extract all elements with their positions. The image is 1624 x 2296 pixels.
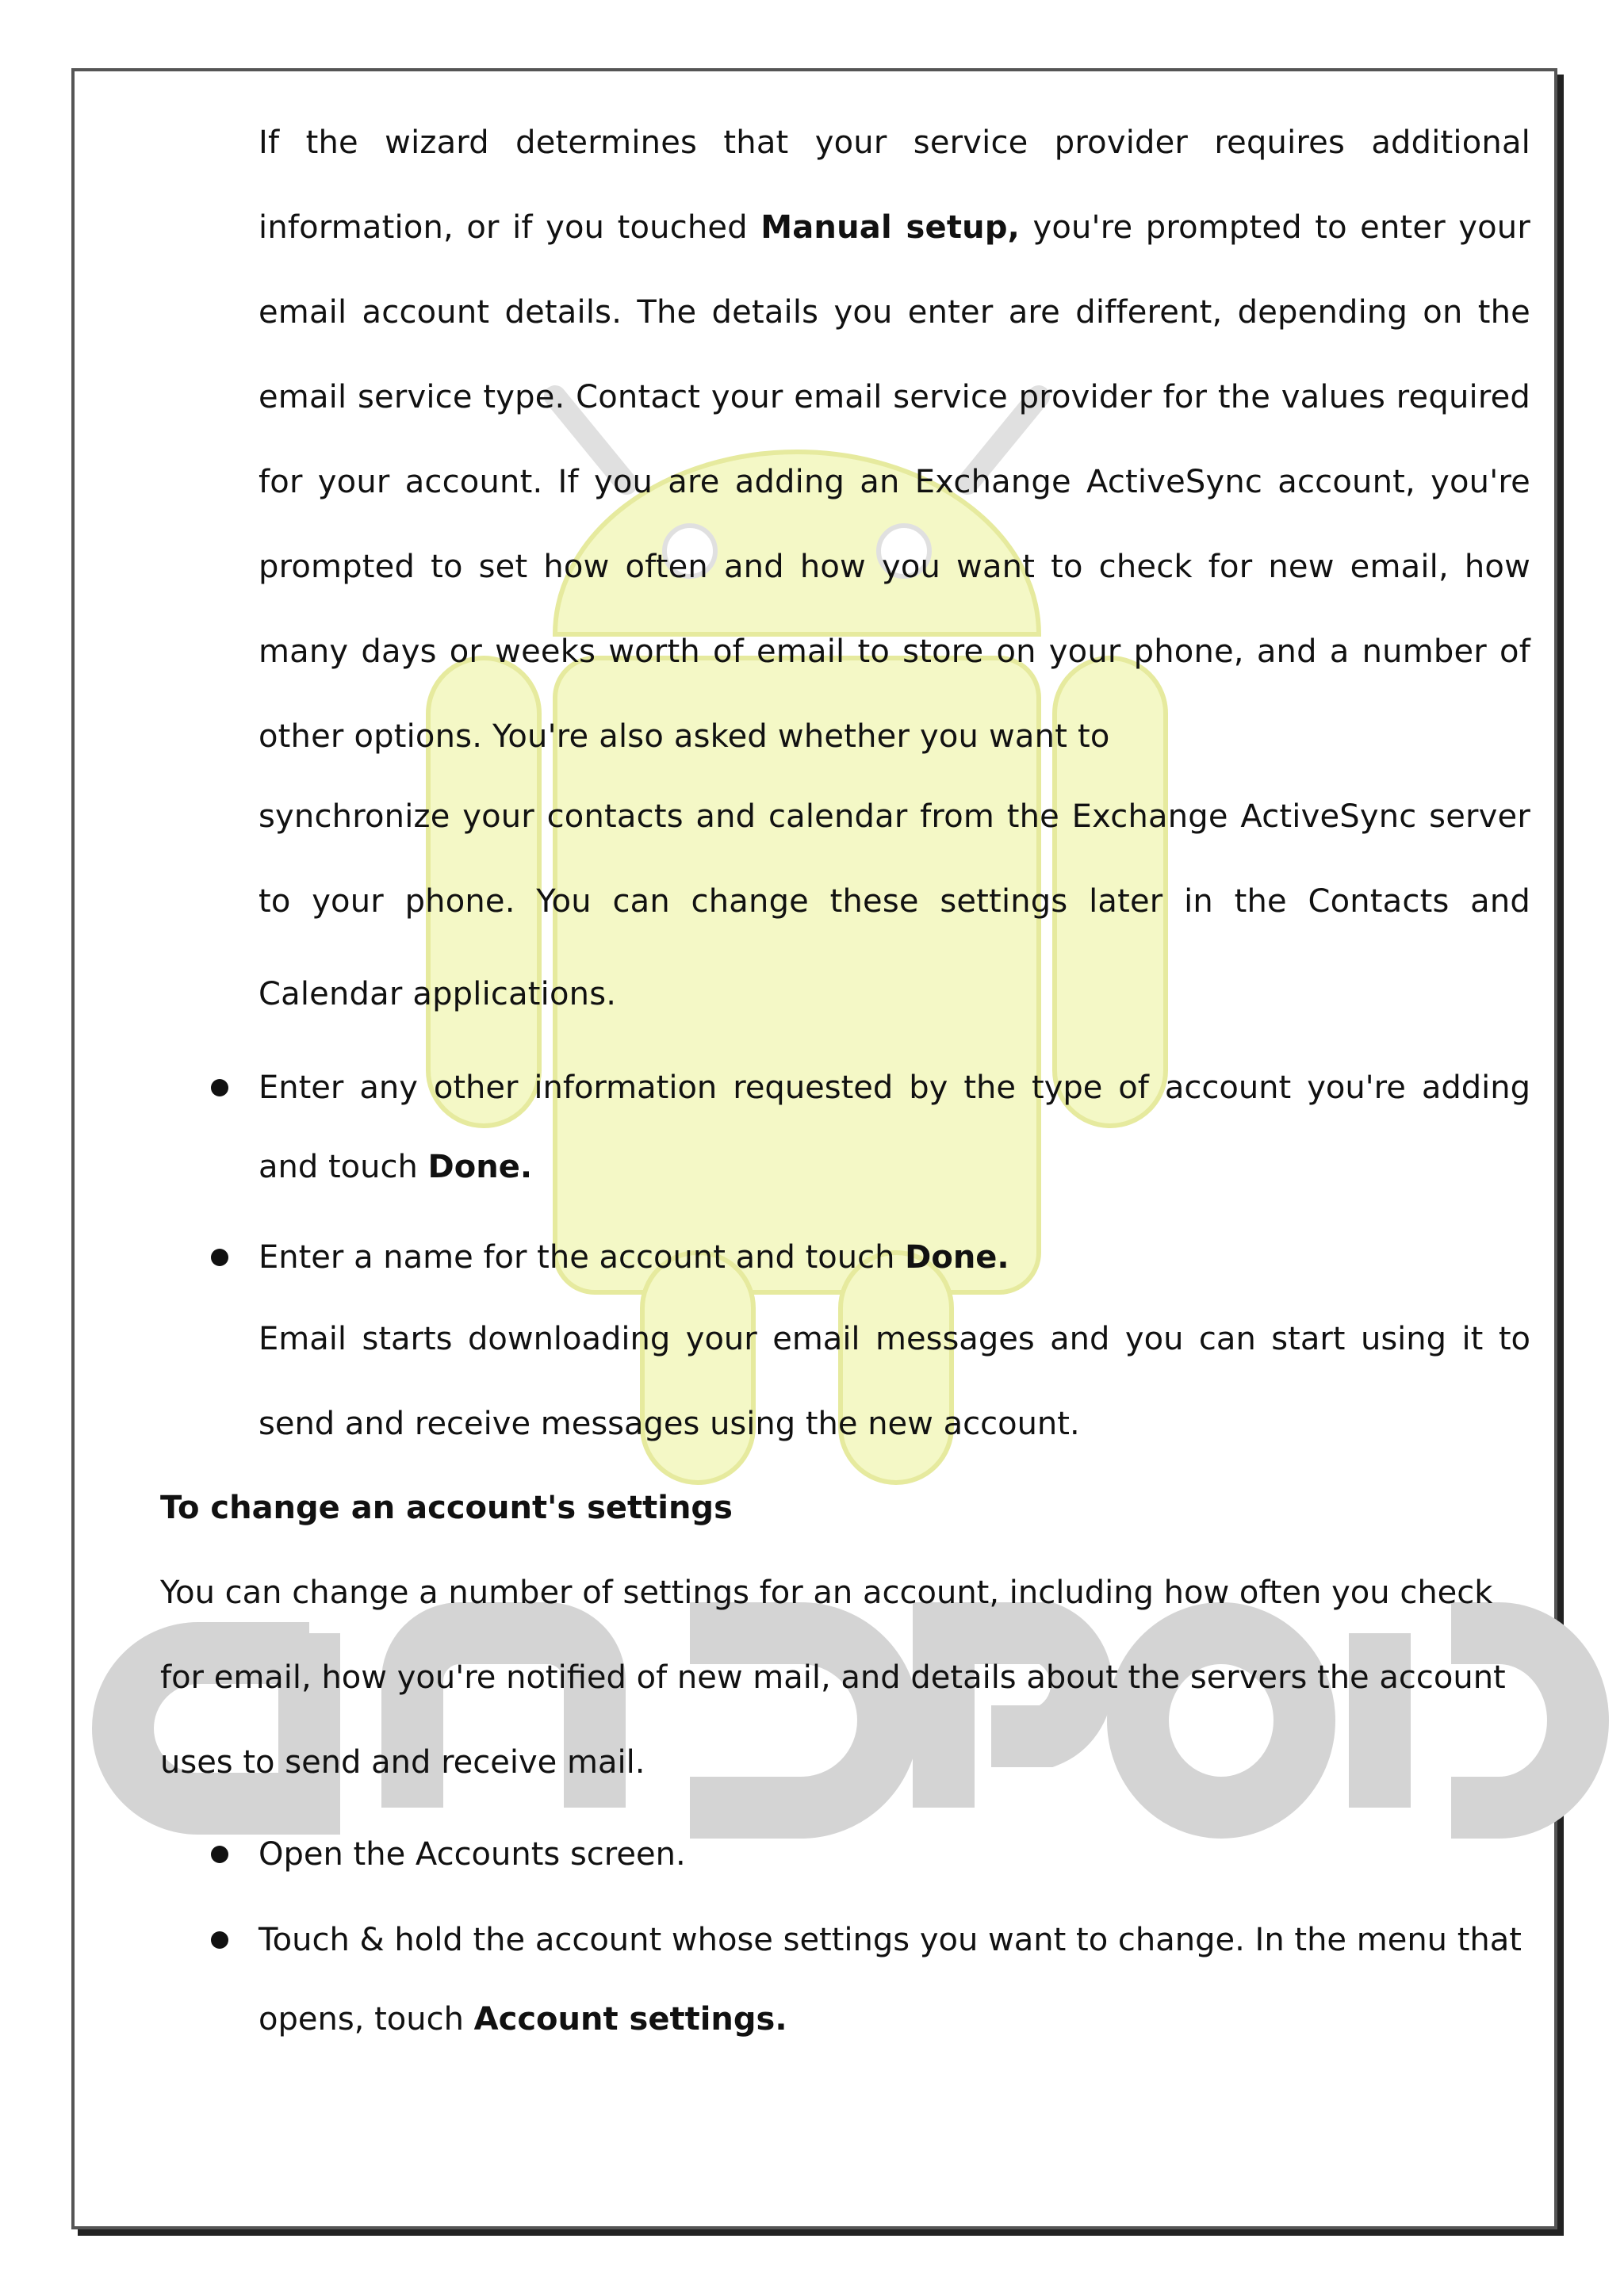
list-item-text: Open the Accounts screen.	[259, 1836, 686, 1873]
intro-paragraph-continued: synchronize your contacts and calendar from the Exchange ActiveSync server to your phone. You can change these settings later in the Contacts and	[259, 798, 1530, 920]
done-label: Done.	[905, 1239, 1009, 1276]
list-item	[259, 1048, 1530, 1207]
manual-setup-label: Manual setup,	[760, 209, 1021, 246]
list-item	[259, 1218, 1530, 1297]
list-item-text: Enter a name for the account and touch	[259, 1239, 906, 1276]
list-item-text: Touch & hold the account whose settings you want to change. In the menu that opens, touch	[259, 1922, 1522, 2038]
intro-text-part1: If the wizard determines that your service provider requires additional information, or if you touched	[259, 124, 1530, 246]
bullet-icon	[211, 1079, 228, 1096]
intro-text-part2: you're prompted to enter your email account details. The details you enter are different, depending on the email service type. Contact your email service provider for the values required for your account. If you are adding an Exchange ActiveSync account, you're prompted to set how often and how you want to check for new email, how many days or weeks worth of email to store on your phone, and a number of other options. You're also asked whether you want to	[259, 209, 1530, 755]
list-item-text: Enter any other information requested by the type of account you're adding and touch	[259, 1070, 1530, 1185]
list-item-followup: Email starts downloading your email messages and you can start using it to send and receive messages using the new account.	[259, 1321, 1530, 1442]
bullet-icon	[211, 1846, 228, 1863]
section-body: You can change a number of settings for an account, including how often you check for email, how you're notified of new mail, and details about the servers the account uses to send and receive mail.	[160, 1575, 1506, 1781]
intro-paragraph-end: Calendar applications.	[259, 976, 617, 1012]
list-item	[259, 1815, 1530, 1894]
done-label: Done.	[427, 1149, 533, 1185]
bullet-icon	[211, 1931, 228, 1949]
list-item	[259, 1900, 1530, 2059]
section-heading: To change an account's settings	[160, 1490, 733, 1526]
account-settings-label: Account settings.	[473, 2001, 787, 2038]
intro-paragraph	[259, 101, 1530, 779]
bullet-icon	[211, 1249, 228, 1266]
